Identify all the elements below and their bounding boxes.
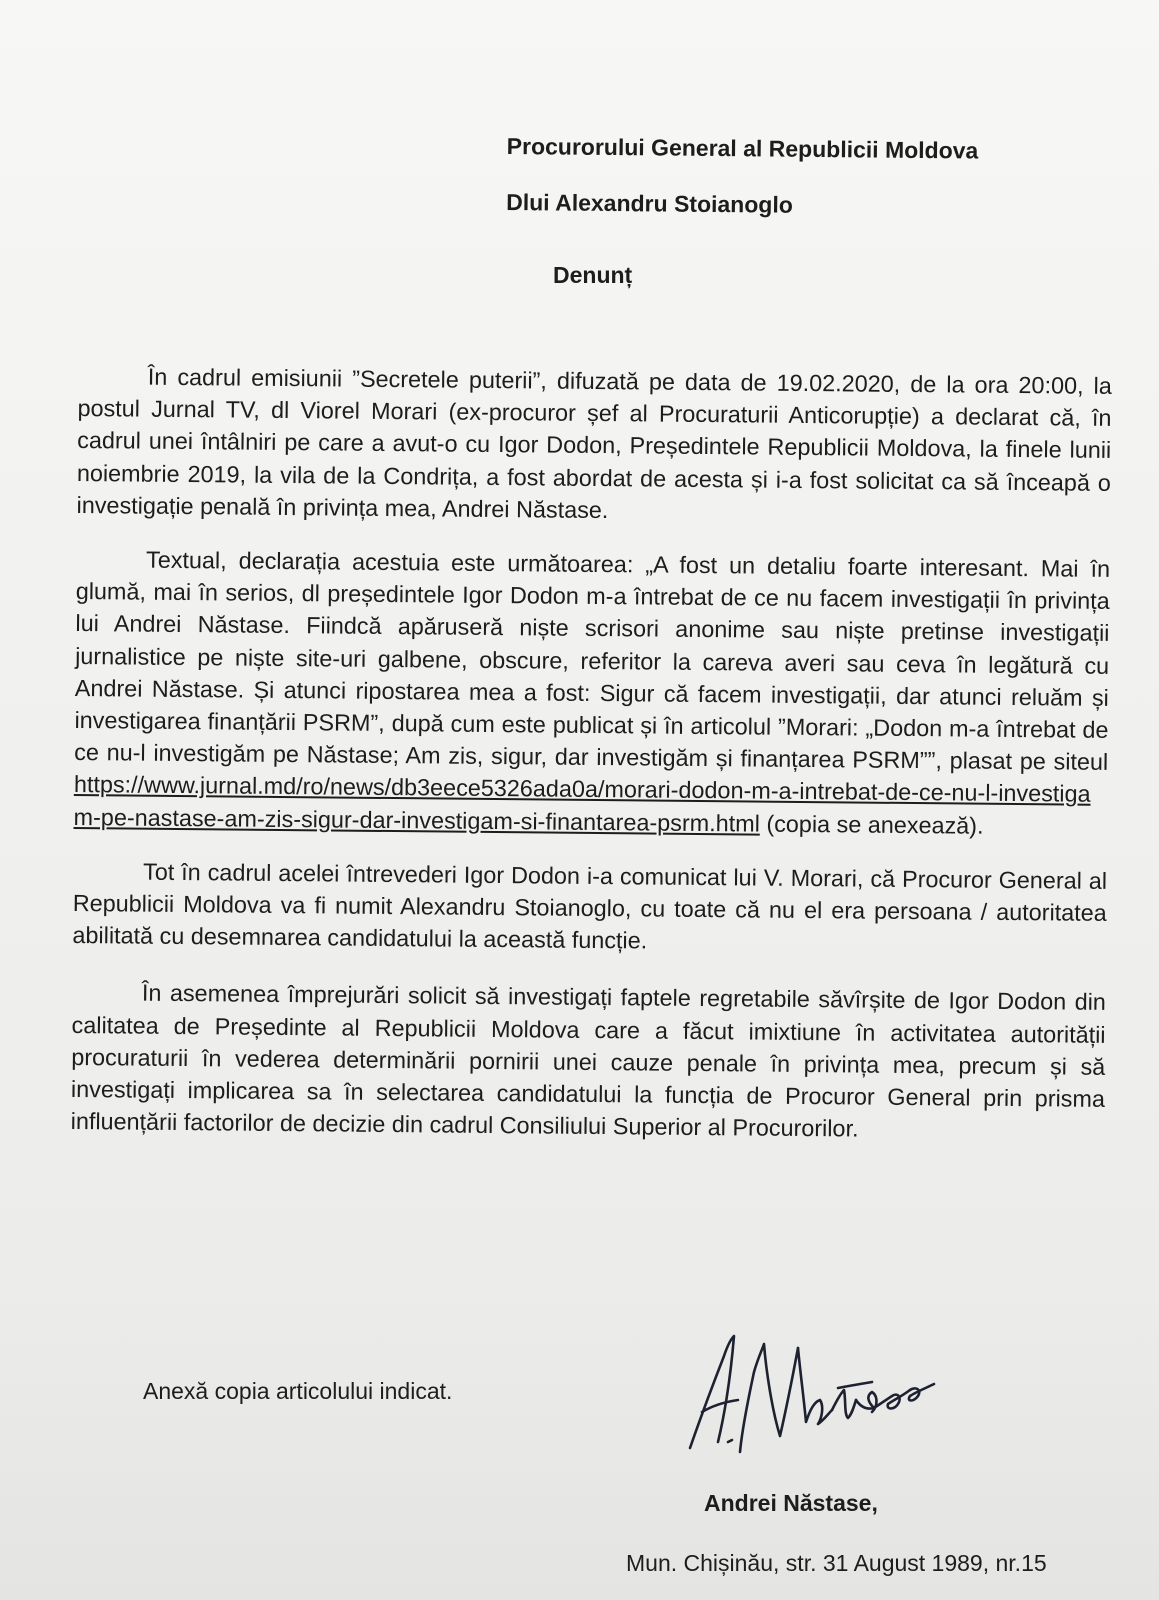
document-body <box>70 360 1112 1169</box>
document-title: Denunț <box>553 262 633 288</box>
paragraph-2-text: Textual, declarația acestuia este următoarea: „A fost un detaliu foarte interesant. Mai în glumă, mai în serios, dl președintele Igor Dodon m-a întrebat de ce nu facem investigații în privința lui Andrei Năstase. Fiindcă apăruseră niște scrisori anonime sau niște pretinse investigații jurnalistice pe niște site-uri galbene, obscure, referitor la careva averi sau ceva în legătură cu Andrei Năstase. Și atunci ripostarea mea a fost: Sigur că facem investigații, dar atunci reluăm și investigarea finanțării PSRM”, după cum este publicat și în articolul ”Morari: „Dodon m-a întrebat de ce nu-l investigăm pe Năstase; Am zis, sigur, dar investigăm și finanțarea PSRM””, plasat pe siteul <box>74 546 1111 776</box>
signer-address: Mun. Chișinău, str. 31 August 1989, nr.15 <box>626 1550 1047 1576</box>
paragraph-3: Tot în cadrul acelei întrevederi Igor Dodon i-a comunicat lui V. Morari, că Procuror General al Republicii Moldova va fi numit Alexandru Stoianoglo, cu toate că nu el era persoana / autoritatea abilitată cu desemnarea candidatului la această funcție. <box>72 858 1108 954</box>
paragraph-2 <box>73 543 1110 843</box>
handwritten-signature <box>688 1330 938 1470</box>
addressee-block <box>506 118 979 235</box>
signer-name: Andrei Năstase, <box>704 1490 878 1516</box>
addressee-line-1: Procurorului General al Republicii Moldova <box>506 132 979 164</box>
paragraph-4: În asemenea împrejurări solicit să investigați faptele regretabile săvîrșite de Igor Dodon din calitatea de Președinte al Republicii Moldova care a făcut imixtiune în activitatea autorității procuraturii în vederea determinării pornirii unei cauze penale în privința mea, precum și să investigați implicarea sa în selectarea candidatului la funcția de Procuror General prin prisma influențării factorilor de decizie din cadrul Consiliului Superior al Procurorilor. <box>70 980 1107 1142</box>
paragraph-2-tail: (copia se anexează). <box>766 810 984 839</box>
annex-note: Anexă copia articolului indicat. <box>143 1378 453 1404</box>
article-link[interactable]: https://www.jurnal.md/ro/news/db3eece5326ada0a/morari-dodon-m-a-intrebat-de-ce-nu-l-investigam-pe-nastase-am-zis-sigur-dar-investigam-si-finantarea-psrm.html <box>73 771 1091 837</box>
addressee-line-2: Dlui Alexandru Stoianoglo <box>506 188 793 218</box>
paragraph-1: În cadrul emisiunii ”Secretele puterii”, difuzată pe data de 19.02.2020, de la ora 20:00, la postul Jurnal TV, dl Viorel Morari (ex-procuror șef al Procuraturii Anticorupție) a declarat că, în cadrul unei întâlniri pe care a avut-o cu Igor Dodon, Președintele Republicii Moldova, la finele lunii noiembrie 2019, la vila de la Condrița, a fost abordat de acesta și i-a fost solicitat ca să înceapă o investigație penală în privința mea, Andrei Năstase. <box>76 363 1112 523</box>
